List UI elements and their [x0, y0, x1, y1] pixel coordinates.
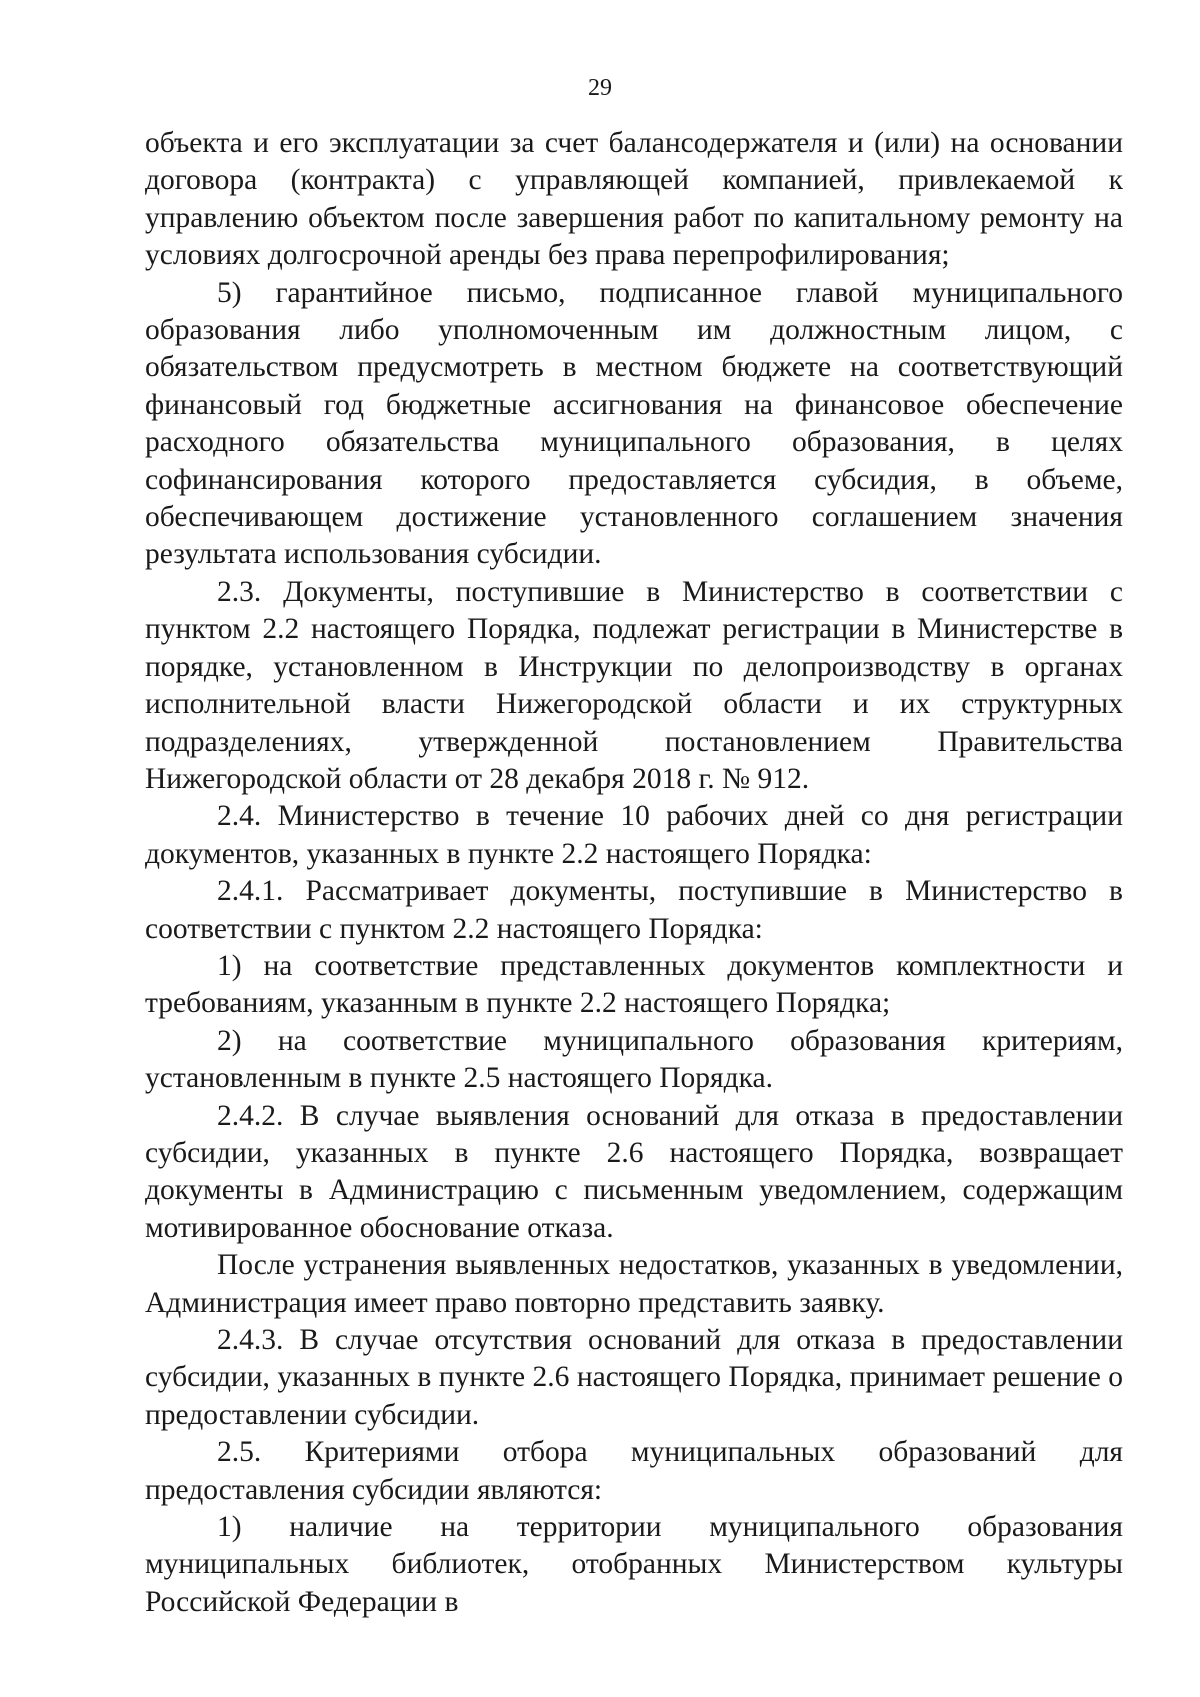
paragraph-2-4-1-consideration: 2.4.1. Рассматривает документы, поступившие в Министерство в соответствии с пунктом 2.2 настоящего Порядка: — [145, 875, 1123, 945]
paragraph-2-5-criteria: 2.5. Критериями отбора муниципальных образований для предоставления субсидии являются: — [145, 1436, 1123, 1506]
document-body — [145, 125, 1123, 1621]
paragraph-guarantee-letter: 5) гарантийное письмо, подписанное главой муниципального образования либо уполномоченным им должностным лицом, с обязательством предусмотреть в местном бюджете на соответствующий финансовый год бюджетные ассигнования на финансовое обеспечение расходного обязательства муниципального образования, в целях софинансирования которого предоставляется субсидия, в объеме, обеспечивающем достижение установленного соглашением значения результата использования субсидии. — [145, 276, 1123, 571]
paragraph-2-4-3-decision: 2.4.3. В случае отсутствия оснований для отказа в предоставлении субсидии, указанных в пункте 2.6 настоящего Порядка, принимает решение о предоставлении субсидии. — [145, 1324, 1123, 1431]
page-number: 29 — [588, 75, 612, 101]
paragraph-2-4-ministry-review: 2.4. Министерство в течение 10 рабочих дней со дня регистрации документов, указанных в пункте 2.2 настоящего Порядка: — [145, 800, 1123, 870]
paragraph-criterion-1-libraries: 1) наличие на территории муниципального образования муниципальных библиотек, отобранных Министерством культуры Российской Федерации в — [145, 1511, 1123, 1618]
paragraph-item-2-criteria: 2) на соответствие муниципального образования критериям, установленным в пункте 2.5 настоящего Порядка. — [145, 1024, 1123, 1095]
paragraph-item-1-completeness: 1) на соответствие представленных документов комплектности и требованиям, указанным в пункте 2.2 настоящего Порядка; — [145, 949, 1123, 1020]
paragraph-resubmission: После устранения выявленных недостатков, указанных в уведомлении, Администрация имеет право повторно представить заявку. — [145, 1249, 1123, 1319]
paragraph-object-operation: объекта и его эксплуатации за счет балансодержателя и (или) на основании договора (контракта) с управляющей компанией, привлекаемой к управлению объектом после завершения работ по капитальному ремонту на условиях долгосрочной аренды без права перепрофилирования; — [145, 127, 1123, 272]
paragraph-2-4-2-refusal: 2.4.2. В случае выявления оснований для отказа в предоставлении субсидии, указанных в пункте 2.6 настоящего Порядка, возвращает документы в Администрацию с письменным уведомлением, содержащим мотивированное обоснование отказа. — [145, 1099, 1123, 1244]
paragraph-2-3-registration: 2.3. Документы, поступившие в Министерство в соответствии с пунктом 2.2 настоящего Порядка, подлежат регистрации в Министерстве в порядке, установленном в Инструкции по делопроизводству в органах исполнительной власти Нижегородской области и их структурных подразделениях, утвержденной постановлением Правительства Нижегородской области от 28 декабря 2018 г. № 912. — [145, 575, 1123, 795]
